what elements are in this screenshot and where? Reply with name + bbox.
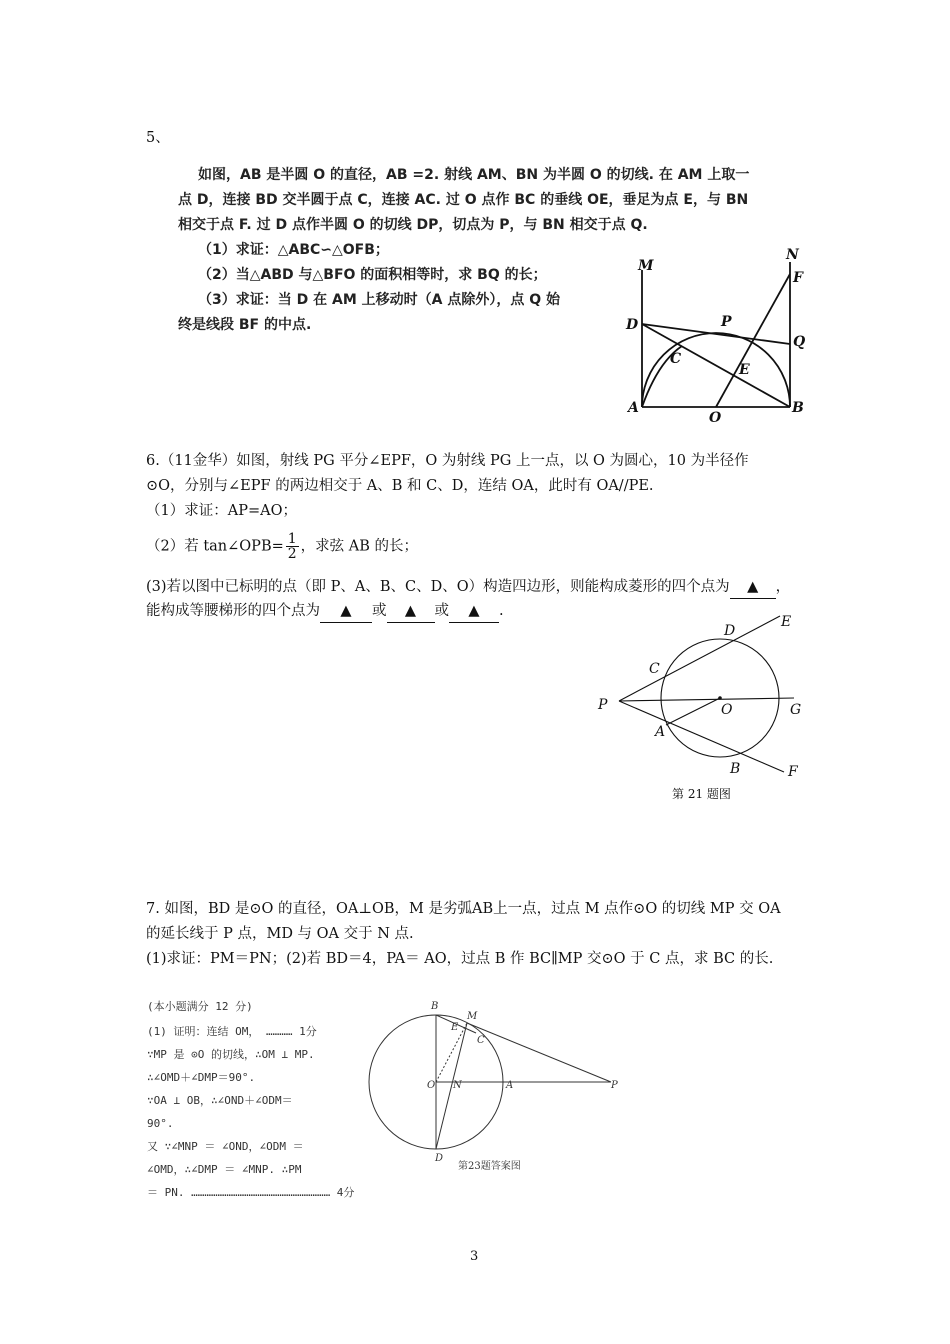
page-number: 3 xyxy=(470,1249,479,1264)
q6-label-f: F xyxy=(788,764,798,780)
q6-part-2 xyxy=(146,532,418,561)
q5-statement-line-3: 相交于点 F. 过 D 点作半圆 O 的切线 DP，切点为 P，与 BN 相交于点 Q. xyxy=(178,217,648,233)
q5-number: 5、 xyxy=(146,130,170,146)
q5-label-c: C xyxy=(670,351,682,367)
q7-answer-line-2: (1) 证明：连结 OM， ………… 1分 xyxy=(147,1025,317,1038)
q6-figure-caption: 第 21 题图 xyxy=(672,787,731,801)
q6-part-3-line-1-end: ， xyxy=(775,579,791,595)
q7-figure-caption: 第23题答案图 xyxy=(458,1161,521,1172)
q6-figure xyxy=(590,605,820,805)
q7-label-a: A xyxy=(506,1080,514,1091)
q7-answer-line-8: ∠OMD，∴∠DMP ＝ ∠MNP. ∴PM xyxy=(147,1163,302,1176)
q6-fraction-numerator: 1 xyxy=(287,531,297,547)
q7-answer-line-4: ∴∠OMD＋∠DMP＝90°. xyxy=(147,1071,256,1084)
q5-label-f: F xyxy=(793,270,803,286)
q6-label-p: P xyxy=(598,697,608,713)
q5-figure xyxy=(620,240,820,425)
q6-part-2-suffix: ，求弦 AB 的长； xyxy=(300,538,419,555)
q7-label-m: M xyxy=(467,1011,478,1022)
q5-part-2: （2）当△ABD 与△BFO 的面积相等时，求 BQ 的长； xyxy=(198,267,547,283)
q5-label-m: M xyxy=(638,258,654,274)
q6-label-d: D xyxy=(724,623,736,639)
q7-line-3: (1)求证：PM＝PN；(2)若 BD＝4，PA＝ AO，过点 B 作 BC∥MP 交⊙O 于 C 点，求 BC 的长. xyxy=(146,951,774,967)
q7-line-1: 7. 如图，BD 是⊙O 的直径，OA⊥OB，M 是劣弧AB上一点，过点 M 点作⊙O 的切线 MP 交 OA xyxy=(146,901,781,917)
q6-line-1: 6.（11金华）如图，射线 PG 平分∠EPF，O 为射线 PG 上一点，以 O 为圆心，10 为半径作 xyxy=(146,453,749,469)
q5-label-a: A xyxy=(628,400,639,416)
q6-part-3-text: (3)若以图中已标明的点（即 P、A、B、C、D、O）构造四边形，则能构成菱形的四个点为 xyxy=(146,579,730,595)
q6-blank-rhombus: ▲ xyxy=(730,576,776,599)
q5-part-3: （3）求证：当 D 在 AM 上移动时（A 点除外），点 Q 始 xyxy=(198,292,560,308)
q6-blank-trapezoid-3: ▲ xyxy=(449,600,499,623)
q6-end: . xyxy=(499,603,504,619)
q5-label-q: Q xyxy=(793,334,806,350)
q5-part-3-cont: 终是线段 BF 的中点. xyxy=(178,317,312,333)
q5-label-b: B xyxy=(792,400,804,416)
q6-label-b: B xyxy=(730,761,741,777)
q7-answer-line-3: ∵MP 是 ⊙O 的切线，∴OM ⊥ MP. xyxy=(147,1048,315,1061)
q6-blank-trapezoid-2: ▲ xyxy=(387,600,435,623)
q6-part-1: （1）求证：AP=AO； xyxy=(146,503,297,519)
q6-part-2-prefix: （2）若 tan∠OPB= xyxy=(146,538,284,555)
q5-label-p: P xyxy=(721,314,732,330)
q6-or-1: 或 xyxy=(372,603,387,619)
q7-figure xyxy=(365,995,618,1175)
q5-label-d: D xyxy=(626,317,639,333)
q7-label-o: O xyxy=(427,1080,436,1091)
q7-answer-line-7: 又 ∵∠MNP ＝ ∠OND，∠ODM ＝ xyxy=(147,1140,304,1153)
q6-part-3-line-2 xyxy=(146,600,504,623)
q5-statement-line-2: 点 D，连接 BD 交半圆于点 C，连接 AC. 过 O 点作 BC 的垂线 OE，垂足为点 E，与 BN xyxy=(178,192,749,208)
q5-label-o: O xyxy=(709,410,722,426)
q6-blank-trapezoid-1: ▲ xyxy=(320,600,372,623)
q6-label-a: A xyxy=(655,724,666,740)
q7-label-c: C xyxy=(477,1035,485,1046)
q7-line-2: 的延长线于 P 点，MD 与 OA 交于 N 点. xyxy=(146,926,414,942)
q7-label-n: N xyxy=(453,1080,462,1091)
q6-or-2: 或 xyxy=(434,603,449,619)
q5-label-e: E xyxy=(739,362,750,378)
q7-label-d: D xyxy=(435,1153,444,1164)
q6-label-c: C xyxy=(649,661,660,677)
q5-label-n: N xyxy=(786,247,799,263)
q6-part-3-line-1 xyxy=(146,576,790,599)
q6-line-2: ⊙O，分别与∠EPF 的两边相交于 A、B 和 C、D，连结 OA，此时有 OA//PE. xyxy=(146,478,654,494)
q7-answer-image xyxy=(143,995,616,1205)
q6-fraction-denominator: 2 xyxy=(287,546,297,562)
q7-label-b: B xyxy=(431,1001,439,1012)
q6-label-o: O xyxy=(721,702,733,718)
q7-answer-line-6: 90°. xyxy=(147,1117,174,1130)
q7-label-p: P xyxy=(611,1080,618,1091)
q6-fraction xyxy=(286,532,299,561)
q7-answer-line-9: ＝ PN. ……………………………………………………… 4分 xyxy=(147,1186,355,1199)
q6-center-point xyxy=(718,696,722,700)
q7-answer-line-5: ∵OA ⊥ OB，∴∠OND＋∠ODM＝ xyxy=(147,1094,293,1107)
q6-label-e: E xyxy=(781,614,792,630)
q7-answer-line-1: (本小题满分 12 分) xyxy=(147,1000,253,1013)
q5-part-1: （1）求证：△ABC∽△OFB； xyxy=(198,242,389,258)
q6-label-g: G xyxy=(790,702,802,718)
q6-part-3-line-2-prefix: 能构成等腰梯形的四个点为 xyxy=(146,603,320,619)
q7-label-e: E xyxy=(451,1022,459,1033)
q5-statement-line-1: 如图，AB 是半圆 O 的直径，AB =2. 射线 AM、BN 为半圆 O 的切线. 在 AM 上取一 xyxy=(198,167,750,183)
